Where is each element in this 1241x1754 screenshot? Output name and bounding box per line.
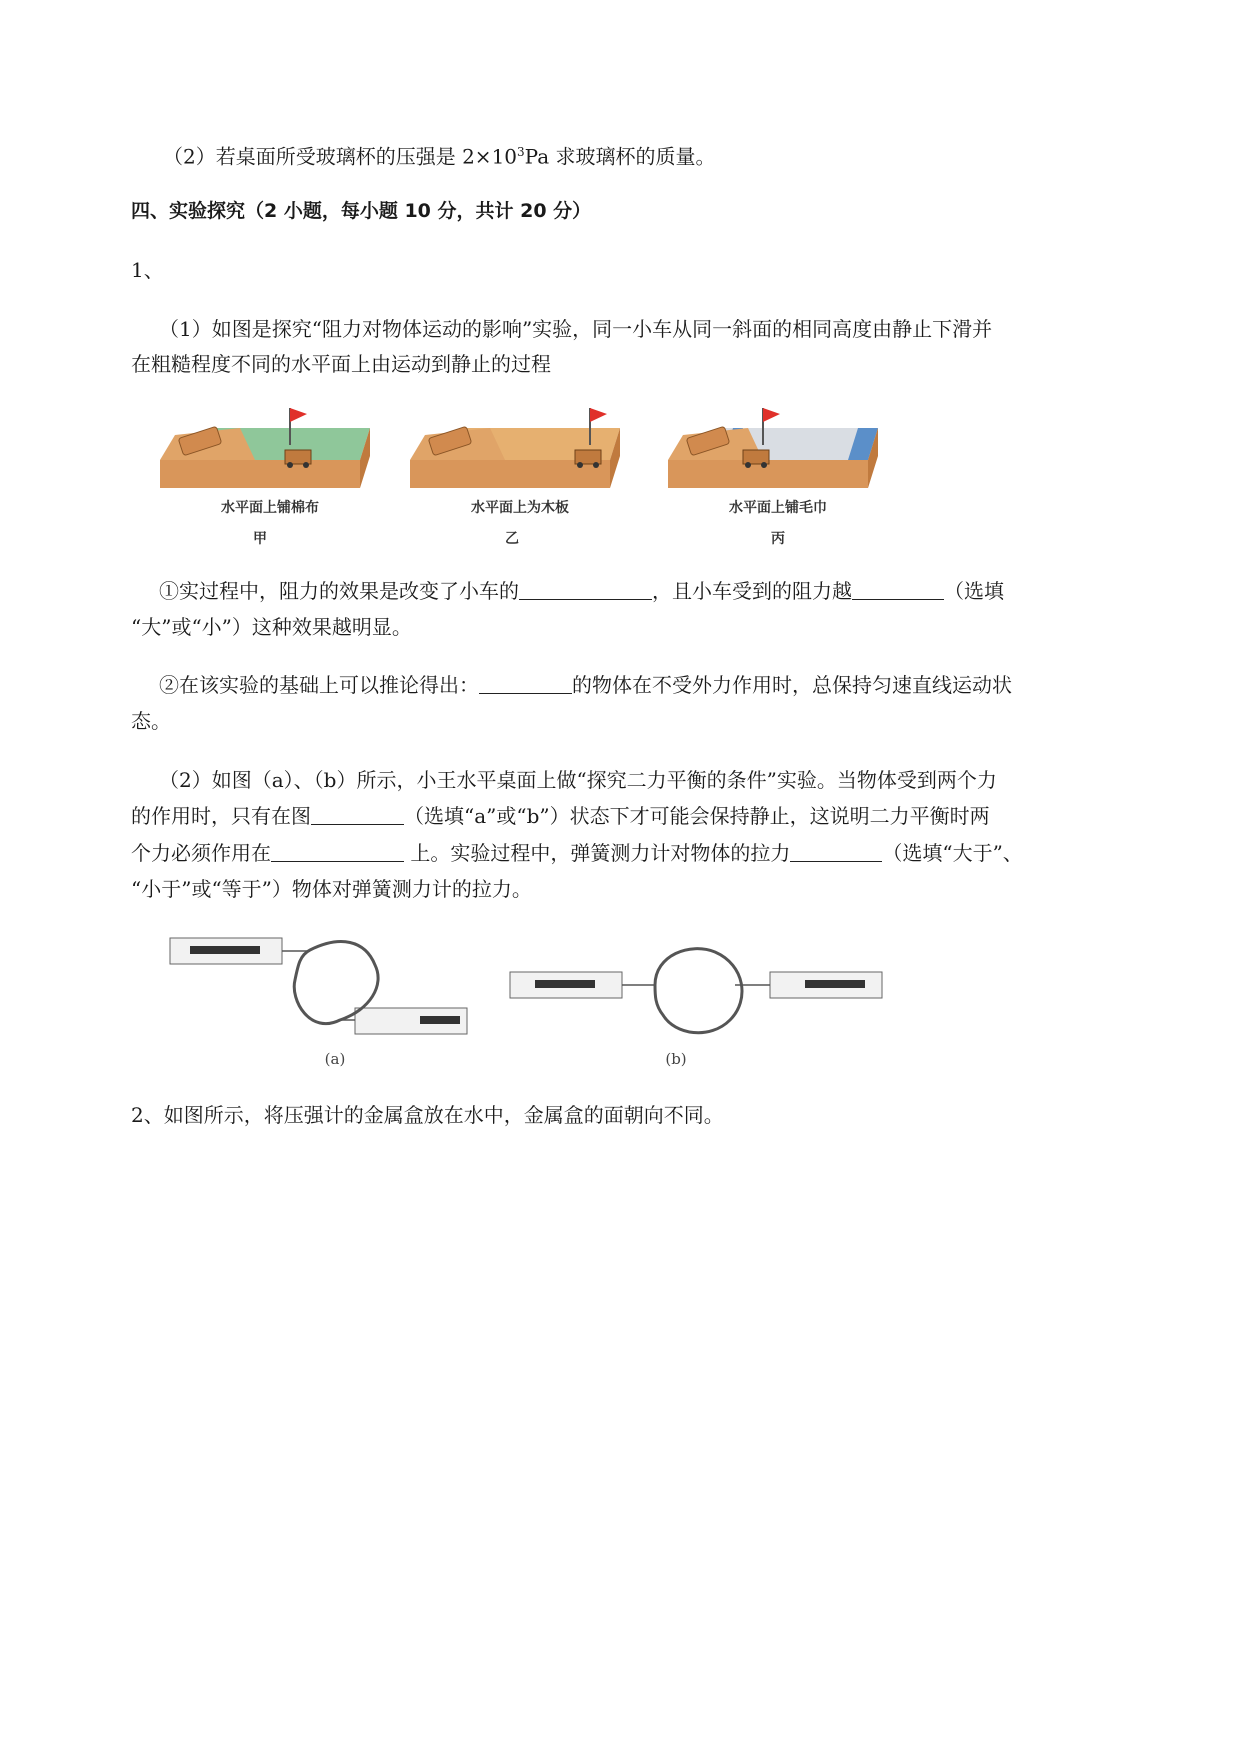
figure-label: 丙 bbox=[771, 531, 785, 547]
paragraph-line: （1）如图是探究“阻力对物体运动的影响”实验，同一小车从同一斜面的相同高度由静止下滑并 bbox=[159, 317, 993, 341]
paragraph-line: （2）如图（a）、（b）所示，小王水平桌面上做“探究二力平衡的条件”实验。当物体受到两个力 bbox=[159, 768, 997, 792]
incline-figure bbox=[155, 400, 895, 500]
question-line: ①实过程中，阻力的效果是改变了小车的 ，且小车受到的阻力越 （选填 bbox=[159, 579, 1004, 603]
figure-label: (b) bbox=[665, 1050, 687, 1068]
incline-panel-cloth bbox=[160, 408, 370, 488]
figure-label: 乙 bbox=[505, 531, 519, 547]
answer-blank[interactable] bbox=[790, 839, 882, 862]
incline-panel-towel bbox=[668, 408, 878, 488]
paragraph-line: 个力必须作用在 上。实验过程中，弹簧测力计对物体的拉力 （选填“大于”、 bbox=[131, 841, 1023, 865]
answer-blank[interactable] bbox=[271, 839, 404, 862]
question-line: 态。 bbox=[131, 709, 171, 733]
item-number: 1、 bbox=[131, 258, 164, 282]
incline-panel-wood bbox=[410, 408, 620, 488]
spring-balance-figure bbox=[160, 930, 900, 1050]
answer-blank[interactable] bbox=[519, 577, 652, 600]
paragraph-line: 在粗糙程度不同的水平面上由运动到静止的过程 bbox=[131, 352, 551, 376]
question-line: “大”或“小”）这种效果越明显。 bbox=[131, 615, 412, 639]
figure-label: (a) bbox=[324, 1050, 346, 1068]
figure-a bbox=[170, 938, 467, 1034]
question-line: ②在该实验的基础上可以推论得出： 的物体在不受外力作用时，总保持匀速直线运动状 bbox=[159, 673, 1012, 697]
paragraph-line: 的作用时，只有在图 （选填“a”或“b”）状态下才可能会保持静止，这说明二力平衡时两 bbox=[131, 804, 990, 828]
answer-blank[interactable] bbox=[311, 802, 404, 825]
figure-b bbox=[510, 949, 882, 1033]
answer-blank[interactable] bbox=[479, 671, 572, 694]
question-text: （2）若桌面所受玻璃杯的压强是 $2\times 10^3Pa$ 求玻璃杯的质量。 bbox=[163, 144, 716, 169]
item-text: 2、如图所示，将压强计的金属盒放在水中，金属盒的面朝向不同。 bbox=[131, 1103, 724, 1127]
paragraph-line: “小于”或“等于”）物体对弹簧测力计的拉力。 bbox=[131, 877, 532, 901]
figure-caption: 水平面上铺棉布 bbox=[221, 500, 319, 516]
section-heading: 四、实验探究（2 小题，每小题 10 分，共计 20 分） bbox=[131, 200, 592, 222]
figure-label: 甲 bbox=[253, 531, 267, 547]
figure-caption: 水平面上铺毛巾 bbox=[729, 500, 827, 516]
figure-caption: 水平面上为木板 bbox=[471, 500, 569, 516]
answer-blank[interactable] bbox=[852, 577, 944, 600]
